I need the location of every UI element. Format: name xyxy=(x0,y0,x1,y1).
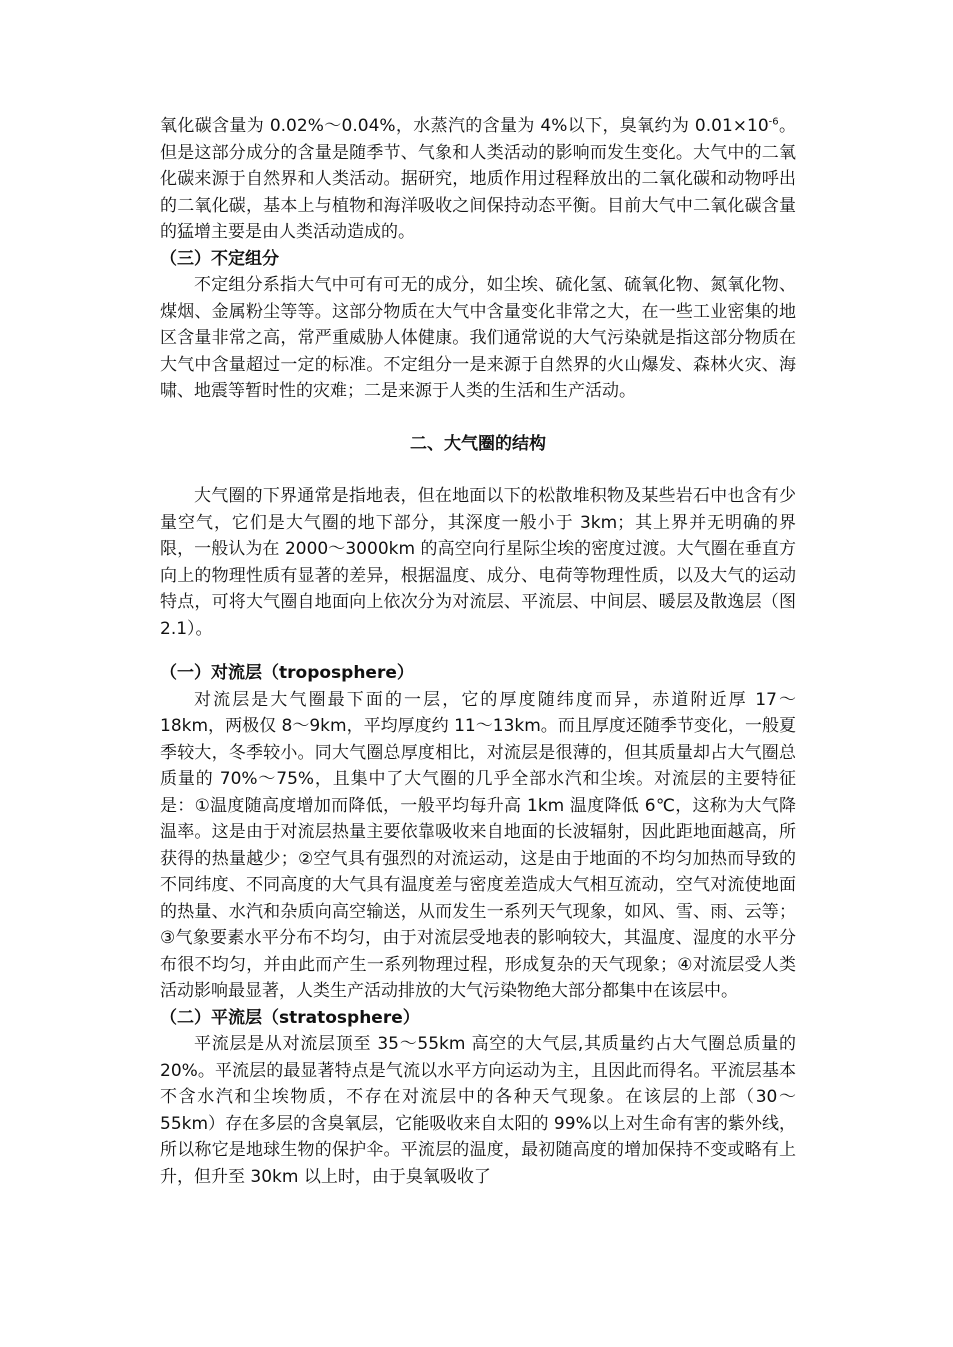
troposphere-paragraph: 对流层是大气圈最下面的一层，它的厚度随纬度而异，赤道附近厚 17～18km，两极仅 8～9km，平均厚度约 11～13km。而且厚度还随季节变化，一般夏季较大，冬季较小。同大气圈总厚度相比，对流层是很薄的，但其质量却占大气圈总质量的 70%～75%，且集中了大气圈的几乎全部水汽和尘埃。对流层的主要特征是：①温度随高度增加而降低，一般平均每升高 1km 温度降低 6℃，这称为大气降温率。这是由于对流层热量主要依靠吸收来自地面的长波辐射，因此距地面越高，所获得的热量越少；②空气具有强烈的对流运动，这是由于地面的不均匀加热而导致的不同纬度、不同高度的大气具有温度差与密度差造成大气相互流动，空气对流使地面的热量、水汽和杂质向高空输送，从而发生一系列天气现象，如风、雪、雨、云等；③气象要素水平分布不均匀，由于对流层受地表的影响较大，其温度、湿度的水平分布很不均匀，并由此而产生一系列物理过程，形成复杂的天气现象；④对流层受人类活动影响最显著，人类生产活动排放的大气污染物绝大部分都集中在该层中。 xyxy=(160,689,796,1001)
stratosphere-heading: （二）平流层（stratosphere） xyxy=(160,1007,420,1028)
structure-section-title: 二、大气圈的结构 xyxy=(410,433,546,454)
troposphere-heading: （一）对流层（troposphere） xyxy=(160,663,414,683)
variable-components-paragraph: 不定组分系指大气中可有可无的成分，如尘埃、硫化氢、硫氧化物、氮氧化物、煤烟、金属粉尘等等。这部分物质在大气中含量变化非常之大，在一些工业密集的地区含量非常之高，常严重威胁人体健康。我们通常说的大气污染就是指这部分物质在大气中含量超过一定的标准。不定组分一是来源于自然界的火山爆发、森林火灾、海啸、地震等暂时性的灾难；二是来源于人类的生活和生产活动。 xyxy=(160,275,796,401)
variable-components-heading: （三）不定组分 xyxy=(160,248,279,269)
stratosphere-paragraph: 平流层是从对流层顶至 35～55km 高空的大气层,其质量约占大气圈总质量的 20%。平流层的最显著特点是气流以水平方向运动为主，且因此而得名。平流层基本不含水汽和尘埃物质，不存在对流层中的各种天气现象。在该层的上部（30～55km）存在多层的含臭氧层，它能吸收来自太阳的 99%以上对生命有害的紫外线，所以称它是地球生物的保护伞。平流层的温度，最初随高度的增加保持不变或略有上升，但升至 30km 以上时，由于臭氧吸收了 xyxy=(160,1034,796,1187)
intro-exponent: -6 xyxy=(768,116,779,128)
document-page xyxy=(160,113,796,1190)
intro-text-b: 。但是这部分成分的含量是随季节、气象和人类活动的影响而发生变化。大气中的二氧化碳来源于自然界和人类活动。据研究，地质作用过程释放出的二氧化碳和动物呼出的二氧化碳，基本上与植物和海洋吸收之间保持动态平衡。目前大气中二氧化碳含量的猛增主要是由人类活动造成的。 xyxy=(160,116,797,242)
intro-paragraph xyxy=(160,113,796,246)
intro-text-a: 氧化碳含量为 0.02%～0.04%，水蒸汽的含量为 4%以下，臭氧约为 0.01×10 xyxy=(160,116,769,136)
structure-paragraph: 大气圈的下界通常是指地表，但在地面以下的松散堆积物及某些岩石中也含有少量空气，它们是大气圈的地下部分，其深度一般小于 3km；其上界并无明确的界限，一般认为在 2000～3000km 的高空向行星际尘埃的密度过渡。大气圈在垂直方向上的物理性质有显著的差异，根据温度、成分、电荷等物理性质，以及大气的运动特点，可将大气圈自地面向上依次分为对流层、平流层、中间层、暖层及散逸层（图 2.1）。 xyxy=(160,486,796,639)
